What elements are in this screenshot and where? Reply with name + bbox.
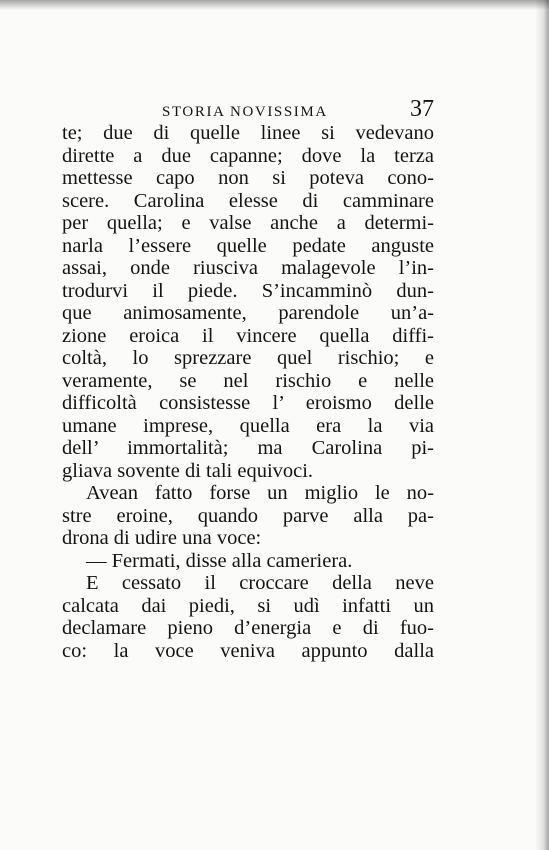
- body-text: [62, 122, 434, 662]
- text-line: veramente, se nel rischio e nelle: [62, 369, 434, 392]
- text-line: calcata dai piedi, si udì infatti un: [62, 594, 434, 617]
- text-line: declamare pieno d’energia e di fuo-: [62, 617, 434, 639]
- text-line: umane imprese, quella era la via: [62, 414, 434, 437]
- page-number: 37: [410, 96, 434, 122]
- text-line: per quella; e valse anche a determi-: [62, 212, 434, 234]
- text-line: coltà, lo sprezzare quel rischio; e: [62, 347, 434, 369]
- text-line: E cessato il croccare della neve: [86, 572, 434, 594]
- text-line: dirette a due capanne; dove la terza: [62, 144, 434, 167]
- text-line: assai, onde riusciva malagevole l’in-: [62, 257, 434, 279]
- text-line: co: la voce veniva appunto dalla: [62, 639, 434, 662]
- text-line: stre eroine, quando parve alla pa-: [62, 504, 434, 527]
- text-line: gliava sovente di tali equivoci.: [62, 459, 314, 482]
- text-line: zione eroica il vincere quella diffi-: [62, 324, 434, 347]
- text-line: narla l’essere quelle pedate anguste: [62, 234, 434, 257]
- text-line: scere. Carolina elesse di camminare: [62, 189, 434, 212]
- text-line: — Fermati, disse alla cameriera.: [86, 549, 353, 572]
- text-line: que animosamente, parendole un’a-: [62, 302, 434, 324]
- page-right-shadow: [535, 0, 549, 850]
- page-top-shadow: [0, 0, 549, 10]
- text-line: trodurvi il piede. S’incamminò dun-: [62, 279, 434, 302]
- text-line: Avean fatto forse un miglio le no-: [86, 482, 434, 504]
- running-head-title: STORIA NOVISSIMA: [162, 104, 328, 120]
- text-line: difficoltà consistesse l’ eroismo delle: [62, 392, 434, 414]
- text-line: drona di udire una voce:: [62, 527, 262, 549]
- text-line: dell’ immortalità; ma Carolina pi-: [62, 437, 434, 459]
- text-line: mettesse capo non si poteva cono-: [62, 167, 434, 189]
- text-line: te; due di quelle linee si vedevano: [62, 122, 434, 144]
